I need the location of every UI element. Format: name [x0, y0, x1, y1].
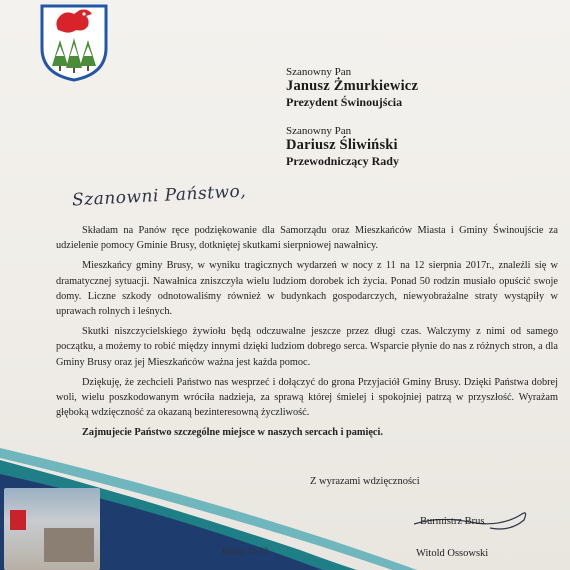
- recipient-salutation: Szanowny Pan: [286, 125, 352, 137]
- paragraph: Składam na Panów ręce podziękowanie dla Samorządu oraz Mieszkańców Miasta i Gminy Świnoujście za udzielenie pomocy Gminie Brusy, dotkniętej skutkami sierpniowej nawałnicy.: [56, 225, 558, 252]
- letter-body: [56, 223, 558, 446]
- recipient-name: Dariusz Śliwiński: [286, 137, 398, 153]
- handwritten-greeting: Szanowni Państwo,: [71, 181, 247, 211]
- place-date: Brusy, 11-12: [222, 546, 269, 556]
- signature-title: Burmistrz Brus: [420, 516, 485, 527]
- recipient-salutation: Szanowny Pan: [286, 66, 352, 78]
- recipient-block-1: [286, 66, 418, 110]
- recipient-name: Janusz Żmurkiewicz: [286, 78, 419, 94]
- paragraph: Dziękuję, że zechcieli Państwo nas wesprzeć i dołączyć do grona Przyjaciół Gminy Brusy. Dzięki Państwa dobrej woli, wielu poszkodowanym wróciła nadzieja, za sprawą której śmielej i spokojniej patrzą w przyszłość. Wyrażam głęboką wdzięczność za okazaną bezinteresowną życzliwość.: [56, 376, 558, 419]
- flag-shape: [10, 510, 26, 530]
- paragraph: Zajmujecie Państwo szczególne miejsce w naszych sercach i pamięci.: [82, 427, 383, 439]
- footer-photo: [4, 488, 100, 570]
- paragraph: Mieszkańcy gminy Brusy, w wyniku tragicznych wydarzeń w nocy z 11 na 12 sierpnia 2017r., znaleźli się w dramatycznej sytuacji. Nawałnica zniszczyła wielu ludziom dorobek ich życia. Ponad 50 rodzin musiało opuścić swoje domy. Liczne szkody odnotowaliśmy również w budynkach gospodarczych, niewyobrażalne straty wystąpiły w uprawach rolnych i leśnych.: [56, 260, 558, 318]
- coat-of-arms-icon: [40, 4, 108, 82]
- building-shape: [44, 528, 94, 562]
- paragraph: Skutki niszczycielskiego żywiołu będą odczuwalne jeszcze przez długi czas. Walczymy z nimi od samego początku, a możemy to robić między innymi dzięki ludziom dobrego serca. Wsparcie płynie do nas z różnych stron, a dla Gminy Brusy oraz jej Mieszkańców ważna jest każda pomoc.: [56, 326, 558, 368]
- signature-name: Witold Ossowski: [416, 548, 489, 559]
- closing-line: Z wyrazami wdzięczności: [310, 476, 420, 487]
- recipient-role: Prezydent Świnoujścia: [286, 95, 403, 109]
- recipient-role: Przewodniczący Rady: [286, 154, 399, 168]
- recipient-block-2: [286, 125, 399, 169]
